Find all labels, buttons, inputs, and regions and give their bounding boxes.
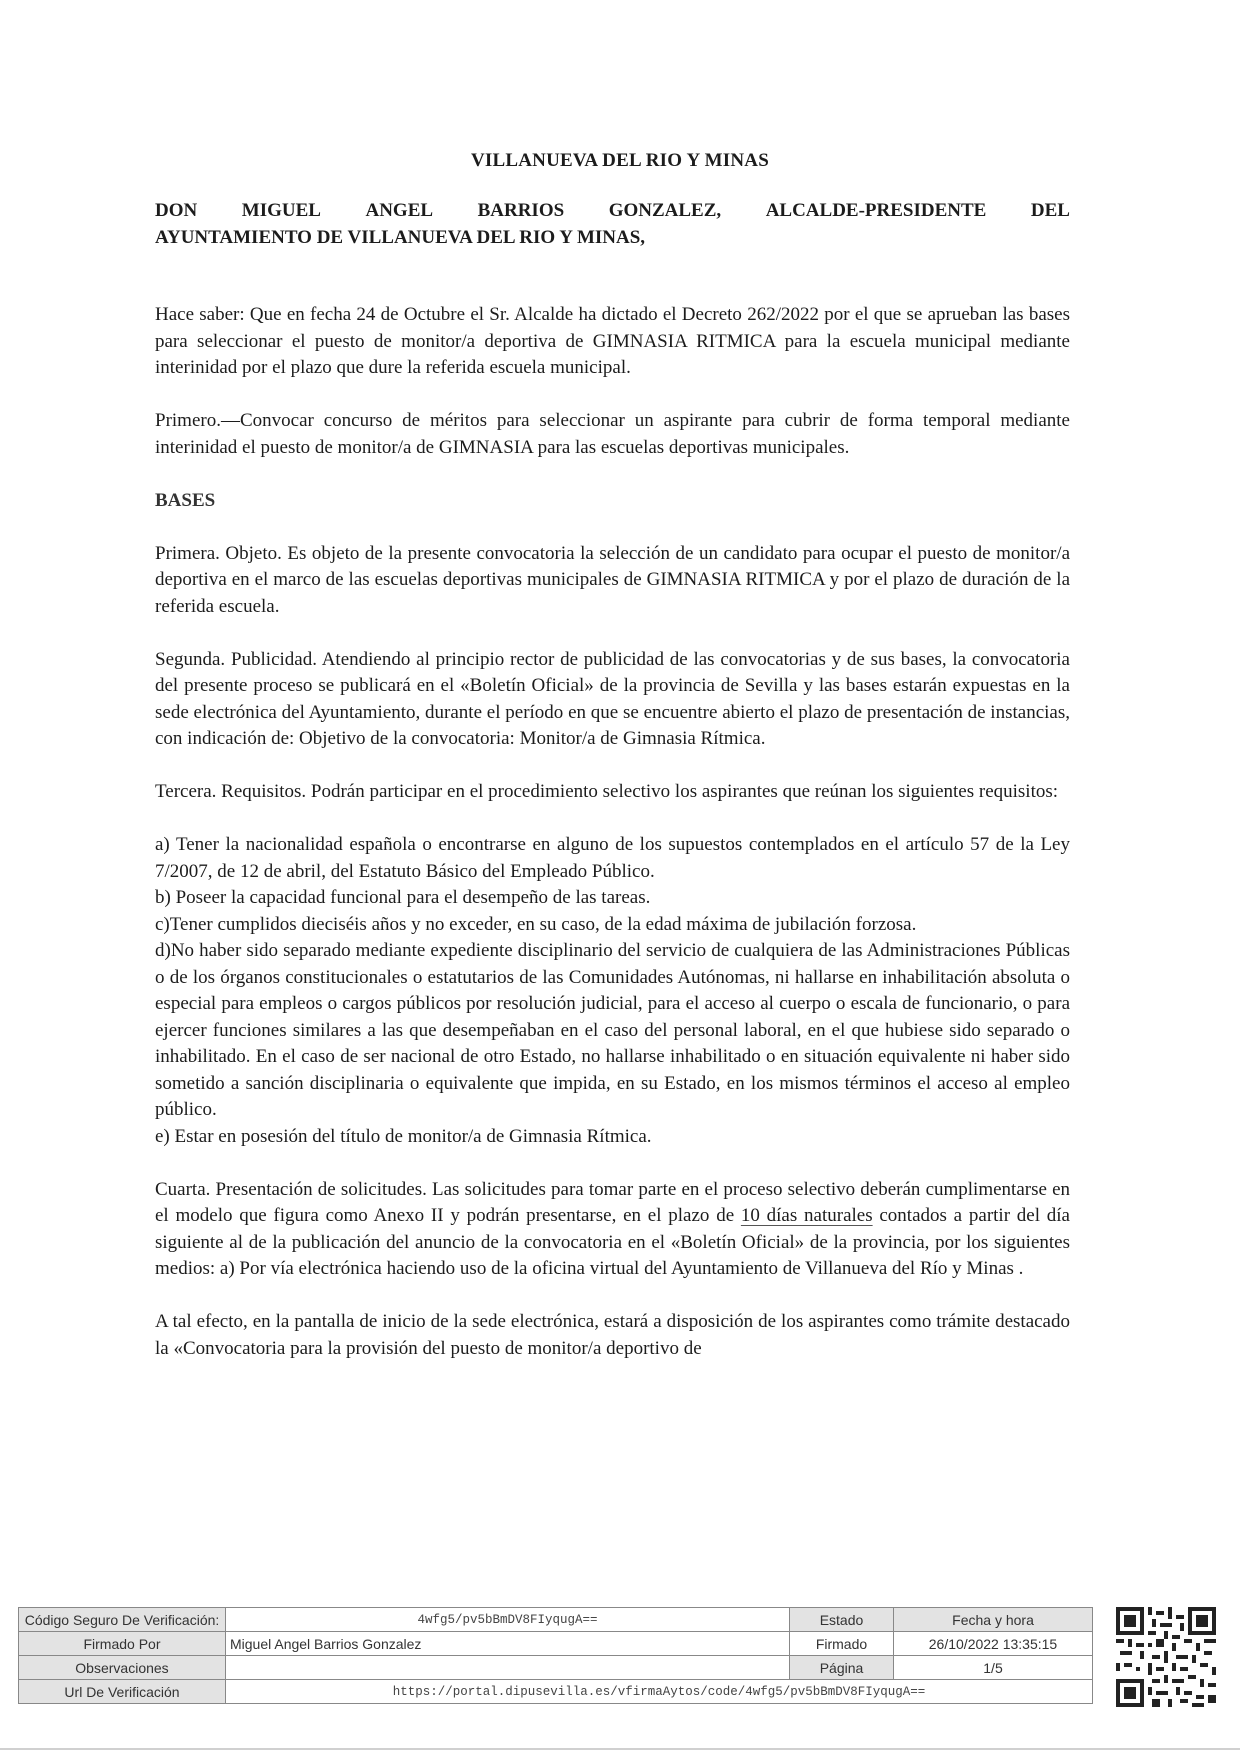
paragraph-segunda: Segunda. Publicidad. Atendiendo al principio rector de publicidad de las convocatorias y de sus bases, la convocatoria del presente proceso se publicará en el «Boletín Oficial» de la provincia de Sevilla y las bases estarán expuestas en la sede electrónica del Ayuntamiento, durante el período en que se encuentre abierto el plazo de presentación de instancias, con indicación de: Objetivo de la convocatoria: Monitor/a de Gimnasia Rítmica. [155,648,1070,749]
header-word: DEL [1030,200,1070,221]
paragraph-cuarta [155,1177,1070,1283]
pagina-value: 1/5 [894,1656,1093,1680]
document-body [155,302,1070,1389]
fecha-label: Fecha y hora [894,1608,1093,1632]
verification-url-link[interactable]: https://portal.dipusevilla.es/vfirmaAytos/code/4wfg5/pv5bBmDV8FIyqugA== [226,1680,1093,1704]
header-word: ALCALDE-PRESIDENTE [765,200,987,221]
verification-table [18,1607,1093,1704]
header-word: DON [155,200,198,221]
requirement-b: b) Poseer la capacidad funcional para el desempeño de las tareas. [155,887,651,908]
table-row [19,1632,1093,1656]
header-line-2: AYUNTAMIENTO DE VILLANUEVA DEL RIO Y MINAS, [155,227,646,248]
paragraph-primero: Primero.—Convocar concurso de méritos para seleccionar un aspirante para cubrir de forma temporal mediante interinidad el puesto de monitor/a de GIMNASIA para las escuelas deportivas municipales. [155,410,1070,458]
requirement-d: d)No haber sido separado mediante expediente disciplinario del servicio de cualquiera de las Administraciones Públicas o de los órganos constitucionales o estatutarios de las Comunidades Autónomas, ni hallarse en inhabilitación absoluta o especial para empleos o cargos públicos por resolución judicial, para el acceso al cuerpo o escala de funcionario, o para ejercer funciones similares a las que desempeñaban en el caso del personal laboral, en el que hubiese sido separado o inhabilitado. En el caso de ser nacional de otro Estado, no hallarse inhabilitado o en situación equivalente ni haber sido sometido a sanción disciplinaria o equivalente que impida, en su Estado, en los mismos términos el acceso al empleo público. [155,940,1070,1120]
header-word: BARRIOS [477,200,565,221]
observaciones-value [226,1656,790,1680]
estado-value: Firmado [790,1632,894,1656]
header-block [155,197,1070,251]
verification-footer [18,1607,1208,1737]
url-label: Url De Verificación [19,1680,226,1704]
paragraph-efecto: A tal efecto, en la pantalla de inicio de la sede electrónica, estará a disposición de los aspirantes como trámite destacado la «Convocatoria para la provisión del puesto de monitor/a deportivo de [155,1311,1070,1359]
cuarta-plazo-underlined: 10 días naturales [740,1205,873,1226]
header-line-1 [155,197,1070,224]
header-word: GONZALEZ, [608,200,722,221]
page-title: VILLANUEVA DEL RIO Y MINAS [470,150,769,171]
observaciones-label: Observaciones [19,1656,226,1680]
table-row [19,1680,1093,1704]
qr-code-icon [1116,1607,1216,1707]
header-word: MIGUEL [241,200,321,221]
codigo-value: 4wfg5/pv5bBmDV8FIyqugA== [226,1608,790,1632]
requirement-a: a) Tener la nacionalidad española o encontrarse en alguno de los supuestos contemplados en el artículo 57 de la Ley 7/2007, de 12 de abril, del Estatuto Básico del Empleado Público. [155,834,1070,882]
cuarta-text-end: contados a partir del día siguiente al de la publicación del anuncio de la convocatoria en el «Boletín Oficial» de la provincia, por los siguientes medios: a) Por vía electrónica haciendo uso de la oficina virtual del Ayuntamiento de Villanueva del Río y Minas . [155,1205,1070,1279]
paragraph-hace-saber: Hace saber: Que en fecha 24 de Octubre el Sr. Alcalde ha dictado el Decreto 262/2022 por el que se aprueban las bases para seleccionar el puesto de monitor/a deportiva de GIMNASIA RITMICA para la escuela municipal mediante interinidad por el plazo que dure la referida escuela municipal. [155,304,1070,378]
paragraph-primera: Primera. Objeto. Es objeto de la presente convocatoria la selección de un candidato para ocupar el puesto de monitor/a deportiva en el marco de las escuelas deportivas municipales de GIMNASIA RITMICA y por el plazo de duración de la referida escuela. [155,542,1070,617]
table-row [19,1656,1093,1680]
requirement-e: e) Estar en posesión del título de monitor/a de Gimnasia Rítmica. [155,1125,652,1147]
header-word: ANGEL [365,200,434,221]
bottom-divider [0,1748,1240,1750]
cuarta-text-start: Cuarta. Presentación de solicitudes. Las solicitudes para tomar parte en el proceso selectivo deberán cumplimentarse en el modelo que figura como Anexo II y podrán presentarse, en el plazo de [155,1178,1070,1226]
paragraph-tercera: Tercera. Requisitos. Podrán participar en el procedimiento selectivo los aspirantes que reúnan los siguientes requisitos: [155,781,1059,802]
bases-heading: BASES [155,489,216,511]
table-row [19,1608,1093,1632]
pagina-label: Página [790,1656,894,1680]
estado-label: Estado [790,1608,894,1632]
firmado-value: Miguel Angel Barrios Gonzalez [226,1632,790,1656]
codigo-label: Código Seguro De Verificación: [19,1608,226,1632]
fecha-value: 26/10/2022 13:35:15 [894,1632,1093,1656]
requirement-c: c)Tener cumplidos dieciséis años y no exceder, en su caso, de la edad máxima de jubilación forzosa. [155,913,917,935]
firmado-label: Firmado Por [19,1632,226,1656]
